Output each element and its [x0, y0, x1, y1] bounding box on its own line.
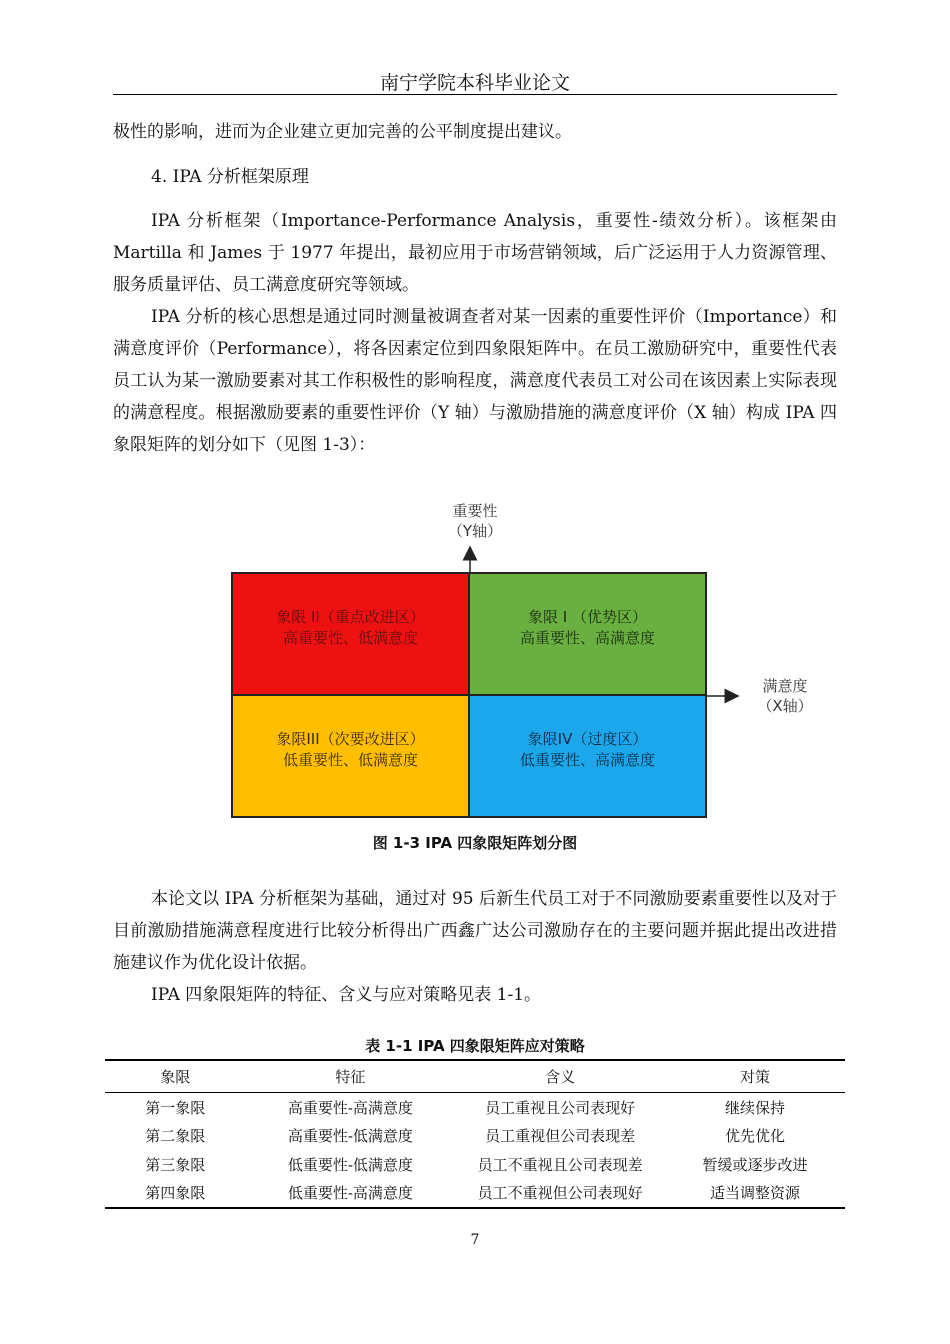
column-header-quadrant: 象限 [105, 1060, 246, 1093]
table-cell: 暂缓或逐步改进 [702, 1155, 808, 1174]
table-cell: 优先优化 [724, 1127, 785, 1146]
table-cell: 第三象限 [145, 1155, 206, 1174]
x-axis-label-sub: （X轴） [757, 697, 813, 715]
paragraph-ipa-core-idea: IPA 分析的核心思想是通过同时测量被调查者对某一因素的重要性评价（Importance）和满意度评价（Performance），将各因素定位到四象限矩阵中。在员工激励研究中，重要性代表员工认为某一激励要素对其工作积极性的影响程度，满意度代表员工对公司在该因素上实际表现的满意程度。根据激励要素的重要性评价（Y 轴）与激励措施的满意度评价（X 轴）构成 IPA 四象限矩阵的划分如下（见图 1-3）： [113, 307, 837, 455]
table-caption: 表 1-1 IPA 四象限矩阵应对策略 [365, 1037, 585, 1055]
quadrant-4-desc: 低重要性、高满意度 [519, 751, 655, 769]
quadrant-3-desc: 低重要性、低满意度 [282, 751, 418, 769]
quadrant-1 [469, 572, 707, 695]
quadrant-4 [469, 695, 707, 818]
paragraph-study-basis: 本论文以 IPA 分析框架为基础，通过对 95 后新生代员工对于不同激励要素重要性以及对于目前激励措施满意程度进行比较分析得出广西鑫广达公司激励存在的主要问题并据此提出改进措施建议作为优化设计依据。 [113, 889, 837, 973]
table-cell: 第四象限 [105, 1179, 246, 1209]
table-cell: 员工不重视且公司表现差 [477, 1155, 643, 1174]
column-header-strategy: 对策 [665, 1060, 845, 1093]
quadrant-2-title: 象限 II（重点改进区） [276, 608, 425, 626]
table-cell: 员工不重视但公司表现好 [455, 1179, 665, 1209]
quadrant-1-title: 象限 I （优势区） [528, 608, 647, 626]
table-row [105, 1122, 845, 1151]
quadrant-3 [231, 695, 469, 818]
running-header: 南宁学院本科毕业论文 [379, 72, 570, 94]
y-axis-label-sub: （Y轴） [447, 522, 503, 540]
figure-caption: 图 1-3 IPA 四象限矩阵划分图 [372, 834, 578, 852]
table-cell: 第一象限 [145, 1098, 206, 1117]
table-cell: 继续保持 [724, 1098, 785, 1117]
table-header-row [105, 1060, 845, 1093]
y-axis-label-name: 重要性 [452, 502, 498, 520]
table-cell: 适当调整资源 [665, 1179, 845, 1209]
column-header-meaning: 含义 [455, 1060, 665, 1093]
table-cell: 员工重视但公司表现差 [485, 1127, 636, 1146]
x-axis-label [740, 676, 830, 716]
quadrant-2-desc: 高重要性、低满意度 [282, 629, 418, 647]
table-cell: 低重要性-低满意度 [287, 1155, 413, 1174]
quadrant-3-title: 象限III（次要改进区） [276, 730, 425, 748]
table-cell: 员工重视且公司表现好 [485, 1098, 636, 1117]
table-row [105, 1150, 845, 1179]
table-row [105, 1179, 845, 1209]
y-axis-label [430, 501, 520, 541]
table-cell: 高重要性-低满意度 [287, 1127, 413, 1146]
paragraph-ipa-definition: IPA 分析框架（Importance-Performance Analysis，重要性-绩效分析）。该框架由 Martilla 和 James 于 1977 年提出，最初应用于市场营销领域，后广泛运用于人力资源管理、服务质量评估、员工满意度研究等领域。 [113, 211, 837, 295]
table-row [105, 1093, 845, 1122]
table-cell: 低重要性-高满意度 [246, 1179, 456, 1209]
page-number: 7 [470, 1232, 480, 1248]
section-heading: 4. IPA 分析框架原理 [151, 167, 309, 187]
column-header-feature: 特征 [246, 1060, 456, 1093]
quadrant-1-desc: 高重要性、高满意度 [519, 629, 655, 647]
paragraph-continuation: 极性的影响，进而为企业建立更加完善的公平制度提出建议。 [113, 122, 572, 142]
quadrant-2 [231, 572, 469, 695]
table-cell: 第二象限 [145, 1127, 206, 1146]
quadrant-4-title: 象限IV（过度区） [527, 730, 648, 748]
paragraph-table-intro: IPA 四象限矩阵的特征、含义与应对策略见表 1-1。 [151, 985, 542, 1005]
x-axis-label-name: 满意度 [762, 677, 808, 695]
ipa-strategy-table [105, 1059, 845, 1209]
table-cell: 高重要性-高满意度 [287, 1098, 413, 1117]
